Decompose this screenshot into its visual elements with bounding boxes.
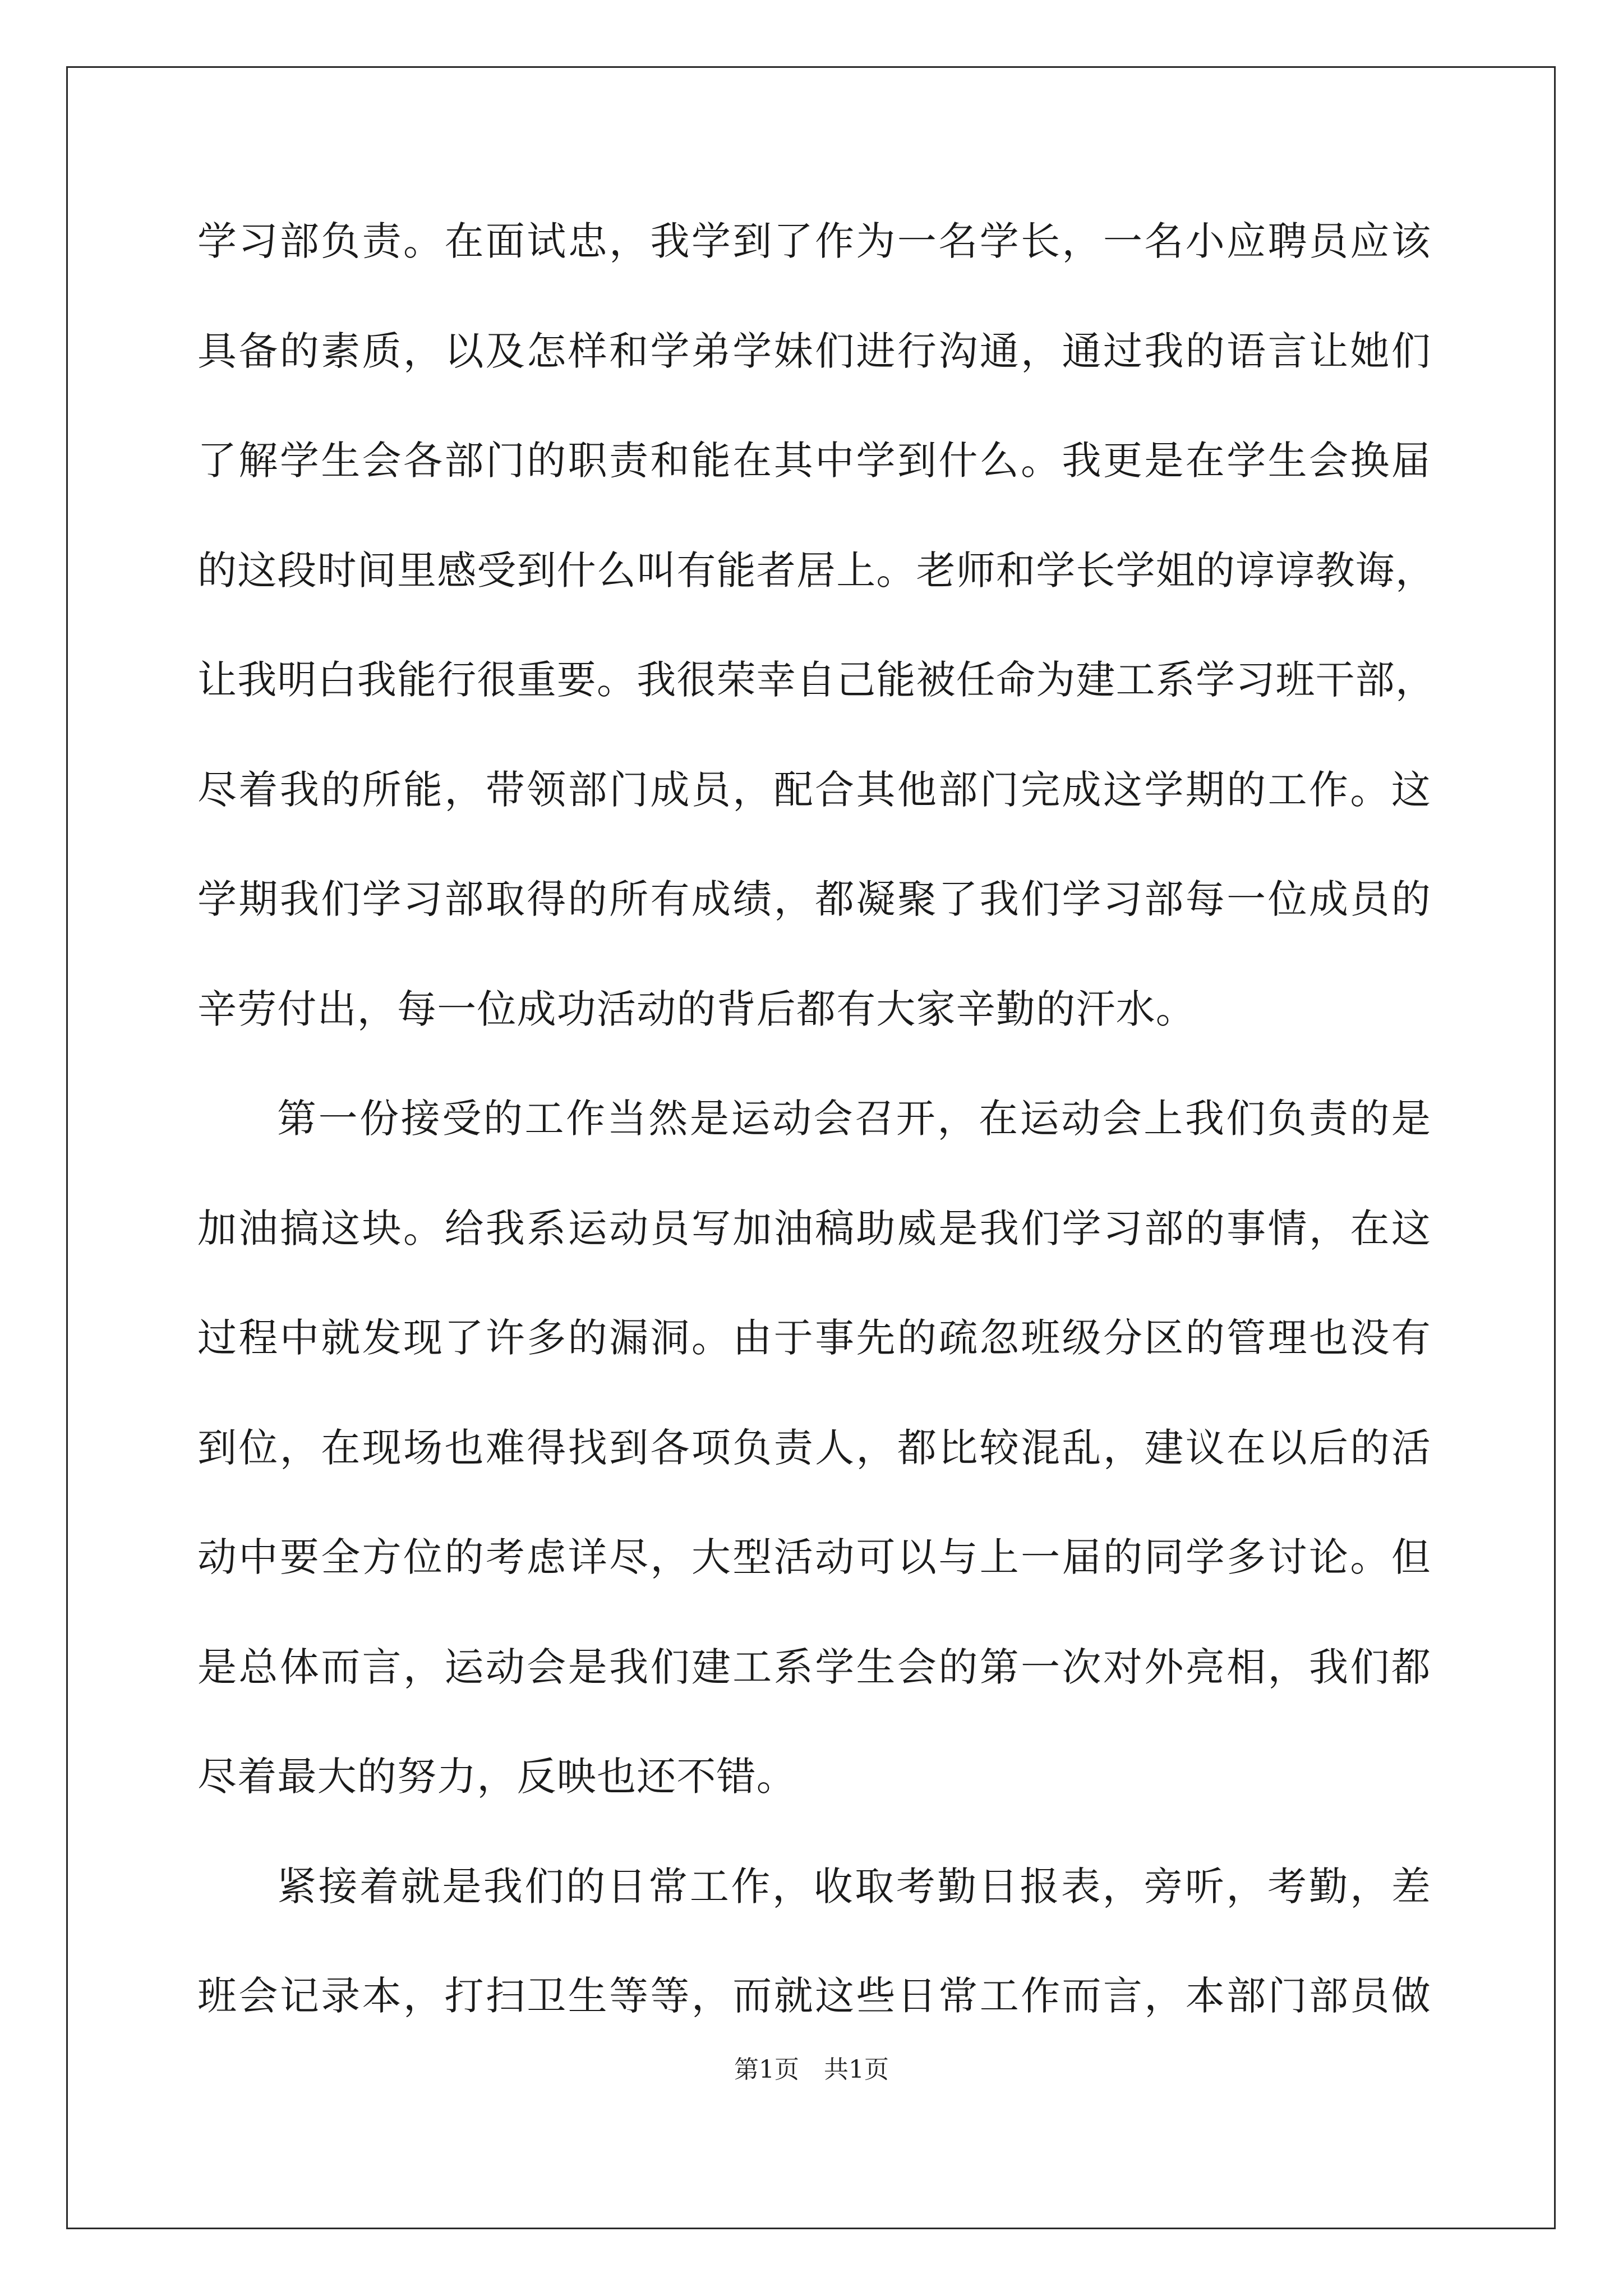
text-line: 让我明白我能行很重要。我很荣幸自己能被任命为建工系学习班干部， (197, 657, 1436, 703)
text-line: 了解学生会各部门的职责和能在其中学到什么。我更是在学生会换届 (197, 438, 1431, 484)
document-body (197, 208, 1436, 2072)
page-total: 共1页 (824, 2055, 889, 2084)
text-line: 班会记录本，打扫卫生等等，而就这些日常工作而言，本部门部员做 (197, 1973, 1431, 2019)
text-line: 学期我们学习部取得的所有成绩，都凝聚了我们学习部每一位成员的 (197, 876, 1431, 922)
text-line: 是总体而言，运动会是我们建工系学生会的第一次对外亮相，我们都 (197, 1644, 1431, 1690)
page-footer (0, 2053, 1623, 2087)
text-line: 紧接着就是我们的日常工作，收取考勤日报表，旁听，考勤，差 (277, 1863, 1431, 1910)
page-number: 第1页 (734, 2055, 799, 2084)
text-line: 尽着我的所能，带领部门成员，配合其他部门完成这学期的工作。这 (197, 766, 1431, 813)
text-line: 加油搞这块。给我系运动员写加油稿助威是我们学习部的事情，在这 (197, 1205, 1431, 1251)
text-line: 到位，在现场也难得找到各项负责人，都比较混乱，建议在以后的活 (197, 1424, 1431, 1471)
text-line: 动中要全方位的考虑详尽，大型活动可以与上一届的同学多讨论。但 (197, 1534, 1431, 1580)
text-line: 辛劳付出，每一位成功活动的背后都有大家辛勤的汗水。 (197, 986, 1196, 1032)
text-line: 具备的素质，以及怎样和学弟学妹们进行沟通，通过我的语言让她们 (197, 328, 1431, 374)
text-line: 过程中就发现了许多的漏洞。由于事先的疏忽班级分区的管理也没有 (197, 1315, 1431, 1361)
text-line: 第一份接受的工作当然是运动会召开，在运动会上我们负责的是 (277, 1096, 1431, 1142)
text-line: 尽着最大的努力，反映也还不错。 (197, 1754, 796, 1800)
text-line: 学习部负责。在面试忠，我学到了作为一名学长，一名小应聘员应该 (197, 218, 1431, 264)
text-line: 的这段时间里感受到什么叫有能者居上。老师和学长学姐的谆谆教诲， (197, 547, 1436, 593)
